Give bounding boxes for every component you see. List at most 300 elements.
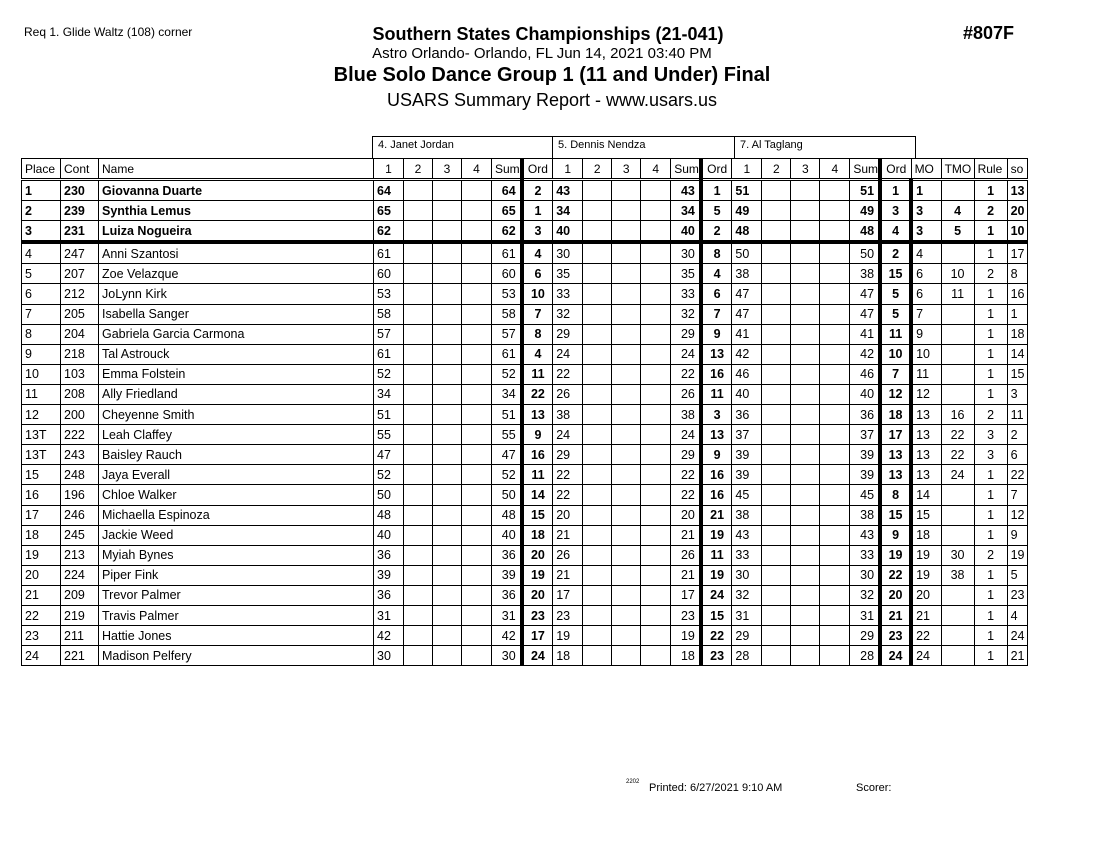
cell-judge1-ord: 9 [522,425,553,445]
cell-judge1-score4 [462,201,492,221]
cell-judge3-score3 [791,565,820,585]
cell-judge1-score2 [404,405,433,425]
cell-judge1-score3 [433,180,462,201]
cell-judge1-score3 [433,445,462,465]
cell-name: Anni Szantosi [99,242,374,264]
cell-judge2-ord: 23 [701,646,732,666]
cell-judge1-score4 [462,364,492,384]
cell-judge1-ord: 6 [522,264,553,284]
cell-judge2-sum: 33 [671,284,701,304]
cell-judge2-score1: 22 [553,485,583,505]
results-table [21,158,1028,666]
cell-judge1-score4 [462,242,492,264]
cell-judge1-sum: 42 [492,626,522,646]
cell-judge3-score3 [791,646,820,666]
cell-judge1-ord: 11 [522,465,553,485]
cell-name: Madison Pelfery [99,646,374,666]
cell-judge1-score1: 47 [374,445,404,465]
table-row [22,201,1028,221]
col-place: Place [22,159,61,180]
cell-judge3-score1: 28 [732,646,762,666]
cell-tmo: 22 [941,425,974,445]
table-row [22,384,1028,404]
cell-judge2-ord: 16 [701,465,732,485]
cell-judge2-sum: 26 [671,384,701,404]
cell-rule: 1 [974,180,1007,201]
cell-judge1-ord: 20 [522,545,553,565]
cell-judge3-score2 [762,180,791,201]
cell-judge3-score4 [820,405,850,425]
cell-judge1-score3 [433,324,462,344]
cell-judge3-score3 [791,605,820,625]
cell-judge2-ord: 4 [701,264,732,284]
cell-judge1-sum: 39 [492,565,522,585]
cell-judge1-ord: 7 [522,304,553,324]
cell-judge2-score2 [583,264,612,284]
cell-judge2-score3 [612,201,641,221]
cell-judge2-score3 [612,525,641,545]
cell-judge2-score2 [583,201,612,221]
cell-judge1-score4 [462,545,492,565]
cell-judge3-ord: 5 [880,284,911,304]
cell-judge3-score2 [762,324,791,344]
cell-judge3-score2 [762,605,791,625]
header-row [22,159,1028,180]
cell-judge2-ord: 9 [701,324,732,344]
cell-judge1-score2 [404,545,433,565]
cell-tmo: 10 [941,264,974,284]
cell-judge1-ord: 16 [522,445,553,465]
table-row [22,525,1028,545]
cell-judge2-ord: 8 [701,242,732,264]
cell-judge3-score2 [762,445,791,465]
cell-mo: 4 [911,242,941,264]
cell-judge2-score1: 17 [553,585,583,605]
cell-judge2-score2 [583,626,612,646]
cell-judge3-score1: 39 [732,445,762,465]
requirement-label: Req 1. Glide Waltz (108) corner [24,25,193,39]
judge-header-3: 7. Al Taglang [735,136,916,158]
cell-judge2-score1: 29 [553,445,583,465]
cell-judge3-score2 [762,425,791,445]
cell-judge1-score1: 52 [374,364,404,384]
table-row [22,324,1028,344]
col-j1-1: 1 [374,159,404,180]
cell-judge1-ord: 3 [522,221,553,243]
cell-cont: 243 [61,445,99,465]
cell-judge2-score1: 24 [553,425,583,445]
cell-rule: 3 [974,425,1007,445]
cell-name: Cheyenne Smith [99,405,374,425]
table-row [22,264,1028,284]
cell-judge2-ord: 13 [701,344,732,364]
cell-judge3-score2 [762,465,791,485]
cell-judge2-score1: 20 [553,505,583,525]
cell-name: Myiah Bynes [99,545,374,565]
cell-judge3-ord: 10 [880,344,911,364]
cell-judge1-score4 [462,384,492,404]
cell-judge3-sum: 50 [850,242,880,264]
cell-cont: 247 [61,242,99,264]
cell-mo: 12 [911,384,941,404]
col-so: so [1007,159,1027,180]
cell-judge2-score1: 22 [553,465,583,485]
cell-judge3-sum: 39 [850,445,880,465]
cell-rule: 1 [974,221,1007,243]
cell-judge1-score2 [404,626,433,646]
table-row [22,304,1028,324]
cell-judge2-score1: 19 [553,626,583,646]
cell-judge1-score4 [462,445,492,465]
cell-judge2-score3 [612,344,641,364]
table-row [22,180,1028,201]
cell-judge2-score2 [583,304,612,324]
cell-judge2-score2 [583,525,612,545]
cell-judge1-score3 [433,585,462,605]
cell-name: JoLynn Kirk [99,284,374,304]
cell-judge3-score4 [820,304,850,324]
cell-cont: 205 [61,304,99,324]
cell-cont: 224 [61,565,99,585]
cell-cont: 246 [61,505,99,525]
col-rule: Rule [974,159,1007,180]
cell-judge1-score2 [404,646,433,666]
cell-rule: 2 [974,545,1007,565]
cell-judge3-score4 [820,284,850,304]
cell-judge3-score2 [762,264,791,284]
cell-tmo [941,344,974,364]
cell-judge3-score2 [762,626,791,646]
cell-judge3-sum: 38 [850,505,880,525]
cell-judge1-score4 [462,525,492,545]
cell-judge2-score3 [612,242,641,264]
cell-rule: 2 [974,201,1007,221]
cell-judge1-score3 [433,505,462,525]
cell-so: 14 [1007,344,1027,364]
cell-judge2-score1: 35 [553,264,583,284]
cell-mo: 24 [911,646,941,666]
cell-judge2-ord: 3 [701,405,732,425]
cell-so: 8 [1007,264,1027,284]
cell-judge3-score3 [791,425,820,445]
cell-so: 19 [1007,545,1027,565]
cell-judge1-score1: 50 [374,485,404,505]
cell-judge3-score1: 33 [732,545,762,565]
cell-judge3-score1: 29 [732,626,762,646]
cell-so: 16 [1007,284,1027,304]
cell-judge3-score1: 48 [732,221,762,243]
cell-rule: 1 [974,242,1007,264]
col-j3-4: 4 [820,159,850,180]
cell-judge3-sum: 40 [850,384,880,404]
cell-judge2-score4 [641,304,671,324]
cell-judge3-score2 [762,545,791,565]
cell-judge2-sum: 19 [671,626,701,646]
cell-place: 4 [22,242,61,264]
cell-place: 3 [22,221,61,243]
table-row [22,565,1028,585]
cell-judge3-score3 [791,201,820,221]
cell-judge2-score3 [612,465,641,485]
cell-judge3-sum: 49 [850,201,880,221]
cell-judge1-score1: 36 [374,545,404,565]
cell-tmo [941,605,974,625]
cell-judge3-score1: 30 [732,565,762,585]
cell-judge1-score4 [462,646,492,666]
cell-judge1-score2 [404,180,433,201]
cell-judge3-score2 [762,304,791,324]
cell-judge1-score1: 61 [374,242,404,264]
col-j2-1: 1 [553,159,583,180]
cell-judge1-score4 [462,505,492,525]
cell-judge2-score2 [583,364,612,384]
cell-judge3-score4 [820,221,850,243]
cell-judge2-sum: 24 [671,425,701,445]
col-j1-sum: Sum [492,159,522,180]
cell-judge1-score4 [462,585,492,605]
cell-judge2-ord: 15 [701,605,732,625]
cell-judge3-score1: 45 [732,485,762,505]
cell-judge2-score3 [612,405,641,425]
cell-judge2-sum: 43 [671,180,701,201]
cell-judge1-score2 [404,605,433,625]
cell-judge2-score2 [583,180,612,201]
cell-judge2-sum: 23 [671,605,701,625]
cell-judge1-ord: 1 [522,201,553,221]
cell-judge2-score3 [612,180,641,201]
cell-judge2-score4 [641,221,671,243]
cell-so: 13 [1007,180,1027,201]
cell-judge1-sum: 61 [492,344,522,364]
cell-judge2-score3 [612,304,641,324]
cell-judge3-sum: 43 [850,525,880,545]
cell-judge3-score2 [762,201,791,221]
cell-judge1-ord: 8 [522,324,553,344]
cell-judge3-score4 [820,465,850,485]
cell-judge3-sum: 32 [850,585,880,605]
cell-judge3-score2 [762,505,791,525]
cell-judge1-sum: 30 [492,646,522,666]
footer-mark: 2202 [626,779,640,785]
cell-judge1-sum: 52 [492,364,522,384]
cell-cont: 222 [61,425,99,445]
cell-place: 13T [22,425,61,445]
col-j1-3: 3 [433,159,462,180]
cell-judge1-score3 [433,565,462,585]
col-j3-1: 1 [732,159,762,180]
cell-tmo: 24 [941,465,974,485]
cell-judge3-ord: 20 [880,585,911,605]
cell-judge1-score3 [433,405,462,425]
cell-so: 2 [1007,425,1027,445]
cell-judge1-score2 [404,485,433,505]
cell-judge1-score3 [433,465,462,485]
cell-judge3-score2 [762,485,791,505]
cell-place: 23 [22,626,61,646]
cell-judge1-score3 [433,264,462,284]
col-j2-3: 3 [612,159,641,180]
cell-place: 7 [22,304,61,324]
cell-judge3-score4 [820,264,850,284]
cell-judge1-score4 [462,180,492,201]
cell-tmo [941,304,974,324]
cell-judge3-sum: 30 [850,565,880,585]
cell-judge1-ord: 4 [522,242,553,264]
cell-rule: 1 [974,505,1007,525]
cell-so: 21 [1007,646,1027,666]
cell-judge3-ord: 5 [880,304,911,324]
cell-judge1-score3 [433,284,462,304]
cell-place: 10 [22,364,61,384]
col-j1-ord: Ord [522,159,553,180]
cell-judge2-score4 [641,465,671,485]
cell-place: 12 [22,405,61,425]
cell-judge3-ord: 13 [880,445,911,465]
cell-judge1-score1: 48 [374,505,404,525]
cell-tmo: 5 [941,221,974,243]
table-row [22,364,1028,384]
cell-tmo: 11 [941,284,974,304]
cell-mo: 6 [911,264,941,284]
cell-judge1-score1: 42 [374,626,404,646]
cell-judge3-ord: 22 [880,565,911,585]
cell-judge1-score3 [433,605,462,625]
cell-rule: 1 [974,485,1007,505]
cell-judge2-score2 [583,344,612,364]
cell-judge2-score4 [641,545,671,565]
cell-mo: 19 [911,545,941,565]
cell-tmo: 4 [941,201,974,221]
cell-judge3-score1: 40 [732,384,762,404]
cell-judge3-ord: 1 [880,180,911,201]
col-j2-sum: Sum [671,159,701,180]
cell-judge2-score4 [641,646,671,666]
cell-judge2-score3 [612,364,641,384]
cell-tmo: 16 [941,405,974,425]
cell-judge2-score4 [641,605,671,625]
cell-judge3-ord: 17 [880,425,911,445]
cell-name: Emma Folstein [99,364,374,384]
cell-judge3-ord: 15 [880,264,911,284]
scorer-label: Scorer: [856,782,892,794]
cell-so: 12 [1007,505,1027,525]
cell-judge1-sum: 34 [492,384,522,404]
cell-cont: 209 [61,585,99,605]
cell-judge2-score1: 38 [553,405,583,425]
cell-judge2-score1: 30 [553,242,583,264]
cell-judge2-sum: 29 [671,445,701,465]
cell-judge1-sum: 58 [492,304,522,324]
venue-datetime: Astro Orlando- Orlando, FL Jun 14, 2021 03:40 PM [372,45,712,62]
table-row [22,505,1028,525]
cell-judge3-score4 [820,180,850,201]
cell-judge2-score3 [612,324,641,344]
cell-judge1-sum: 62 [492,221,522,243]
cell-judge2-score4 [641,525,671,545]
cell-judge3-score3 [791,344,820,364]
cell-judge2-ord: 19 [701,565,732,585]
cell-judge1-ord: 2 [522,180,553,201]
cell-cont: 211 [61,626,99,646]
cell-judge2-sum: 22 [671,485,701,505]
cell-judge3-sum: 51 [850,180,880,201]
cell-judge1-sum: 61 [492,242,522,264]
cell-tmo [941,525,974,545]
cell-judge3-score1: 51 [732,180,762,201]
cell-judge2-score4 [641,180,671,201]
cell-judge3-score3 [791,384,820,404]
col-j2-4: 4 [641,159,671,180]
cell-judge3-sum: 37 [850,425,880,445]
table-row [22,646,1028,666]
cell-judge3-score3 [791,324,820,344]
cell-judge3-score1: 43 [732,525,762,545]
cell-cont: 200 [61,405,99,425]
cell-judge3-score4 [820,525,850,545]
cell-judge2-sum: 24 [671,344,701,364]
cell-judge2-score2 [583,445,612,465]
cell-judge3-ord: 2 [880,242,911,264]
cell-judge1-score4 [462,344,492,364]
cell-name: Luiza Nogueira [99,221,374,243]
cell-place: 17 [22,505,61,525]
cell-cont: 103 [61,364,99,384]
cell-judge2-score4 [641,324,671,344]
cell-place: 1 [22,180,61,201]
cell-judge3-score2 [762,242,791,264]
cell-place: 24 [22,646,61,666]
cell-judge3-sum: 29 [850,626,880,646]
cell-judge1-score3 [433,626,462,646]
cell-judge1-score2 [404,465,433,485]
cell-judge3-score3 [791,626,820,646]
cell-name: Baisley Rauch [99,445,374,465]
cell-rule: 1 [974,585,1007,605]
cell-judge3-score4 [820,384,850,404]
cell-judge2-score2 [583,425,612,445]
cell-so: 5 [1007,565,1027,585]
cell-judge3-score3 [791,364,820,384]
cell-judge3-score1: 42 [732,344,762,364]
cell-judge2-score1: 29 [553,324,583,344]
cell-judge2-ord: 1 [701,180,732,201]
cell-judge2-score4 [641,565,671,585]
cell-judge2-ord: 11 [701,384,732,404]
cell-judge1-ord: 13 [522,405,553,425]
cell-judge1-score2 [404,384,433,404]
cell-judge2-score2 [583,605,612,625]
cell-judge2-score2 [583,324,612,344]
cell-judge1-score4 [462,485,492,505]
cell-judge3-score1: 38 [732,505,762,525]
cell-name: Jackie Weed [99,525,374,545]
cell-judge1-score4 [462,324,492,344]
cell-judge2-sum: 32 [671,304,701,324]
cell-tmo [941,505,974,525]
cell-mo: 10 [911,344,941,364]
cell-judge2-ord: 6 [701,284,732,304]
cell-judge3-score1: 39 [732,465,762,485]
cell-cont: 221 [61,646,99,666]
cell-judge1-sum: 52 [492,465,522,485]
cell-judge3-score3 [791,505,820,525]
cell-judge3-score2 [762,364,791,384]
cell-rule: 1 [974,646,1007,666]
col-j2-2: 2 [583,159,612,180]
cell-judge1-score1: 58 [374,304,404,324]
cell-rule: 1 [974,605,1007,625]
cell-judge2-score4 [641,284,671,304]
